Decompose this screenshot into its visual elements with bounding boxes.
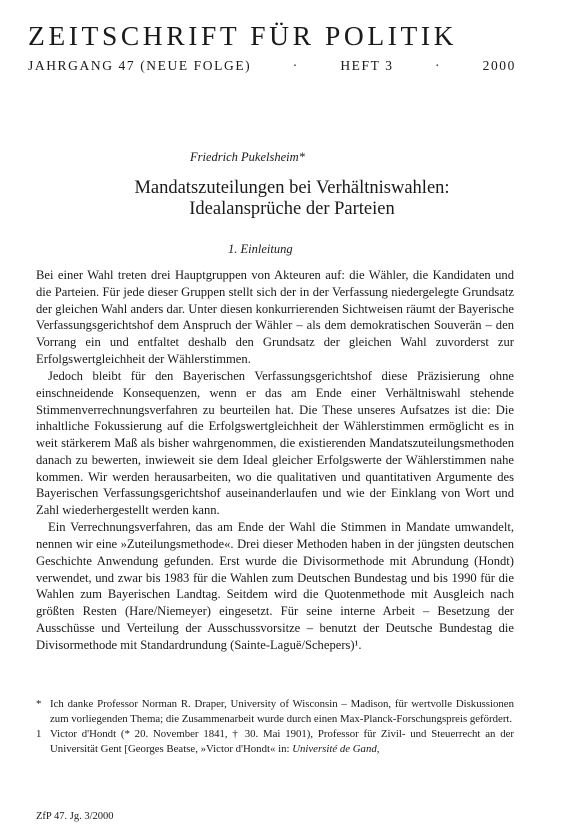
footnote-source: Université de Gand, (292, 742, 380, 755)
footnotes (36, 697, 514, 757)
journal-title: ZEITSCHRIFT FÜR POLITIK (28, 20, 458, 51)
footnote-body (50, 727, 514, 756)
title-line: Idealansprüche der Parteien (189, 199, 395, 219)
footnote (36, 697, 514, 726)
footnote-text: Ich danke Professor Norman R. Draper, University of Wisconsin – Madison, für wertvolle Diskussionen zum vorliegenden Thema; die Zusammenarbeit wurde durch einen Max-Planck-Forschungspreis gefördert. (50, 698, 514, 725)
page-footer: ZfP 47. Jg. 3/2000 (36, 811, 114, 822)
paragraph: Bei einer Wahl treten drei Hauptgruppen von Akteuren auf: die Wähler, die Kandidaten und die Parteien. Für jede dieser Gruppen stellt sich der in der Verfassung niedergelegte Grundsatz der gleichen Wahl anders dar. Unter diesen konkurrierenden Sichtweisen räumt der Bayerische Verfassungsgerichtshof dem Anspruch der Wähler – als dem demokratischen Souverän – den Vorrang ein und entfaltet deshalb den Grundsatz der gleichen Wahl zuvorderst zur Erfolgswertgleichheit der Wählerstimmen. (36, 268, 514, 366)
title-line: Mandatszuteilungen bei Verhältniswahlen: (134, 178, 450, 198)
footnote-mark: * (36, 698, 42, 710)
footnote-text: Victor d'Hondt (* 20. November 1841, † 30. Mai 1901), Professor für Zivil- und Steuerrecht an der Universität Gent [Georges Beatse, »Victor d'Hondt« in: (50, 728, 514, 755)
footnote-mark: 1 (36, 728, 42, 740)
issue-line (28, 58, 516, 74)
year-label: 2000 (482, 58, 516, 73)
volume-label: JAHRGANG 47 (NEUE FOLGE) (28, 58, 252, 73)
separator: · (435, 58, 442, 73)
article-body (36, 267, 514, 654)
paragraph: Jedoch bleibt für den Bayerischen Verfassungsgerichtshof diese Präzisierung ohne einschneidende Konsequenzen, wenn er das am Ende einer Verhältniswahl stehende Stimmenverrechnungsverfahren zu beurteilen hat. Die These unseres Aufsatzes ist die: Die inhaltliche Fokussierung auf die Erfolgswertgleichheit der Wählerstimmen ermöglicht es in weit stärkerem Maß als bisher wahrgenommen, die existierenden Mandatszuteilungsmethoden danach zu bewerten, inwieweit sie dem Ideal gleicher Erfolgswerte der Wählerstimmen nahe kommen. Wir werden herausarbeiten, wo die qualitativen und quantitativen Argumente des Bayerischen Verfassungsgerichtshof auseinanderlaufen und wie der Einklang von Wort und Zahl wiederhergestellt werden kann. (36, 369, 514, 517)
separator: · (292, 58, 299, 73)
author-name: Friedrich Pukelsheim* (190, 150, 305, 164)
section-heading: 1. Einleitung (228, 242, 293, 256)
paragraph: Ein Verrechnungsverfahren, das am Ende der Wahl die Stimmen in Mandate umwandelt, nennen wir eine »Zuteilungsmethode«. Drei dieser Methoden haben in der jüngsten deutschen Geschichte Anwendung gefunden. Erst wurde die Divisormethode mit Abrundung (Hondt) verwendet, und zwar bis 1983 für die Wahlen zum Deutschen Bundestag und bis 1990 für die Wahlen zum Bayerischen Landtag. Seitdem wird die Quotenmethode mit Ausgleich nach größten Resten (Hare/Niemeyer) eingesetzt. Für seine interne Arbeit – Besetzung der Ausschüsse und Verteilung der Ausschussvorsitze – benutzt der Deutsche Bundestag die Divisormethode mit Standardrundung (Sainte-Laguë/Schepers)¹. (36, 520, 514, 652)
issue-label: HEFT 3 (340, 58, 394, 73)
footnote (36, 727, 514, 756)
article-title (92, 178, 492, 220)
